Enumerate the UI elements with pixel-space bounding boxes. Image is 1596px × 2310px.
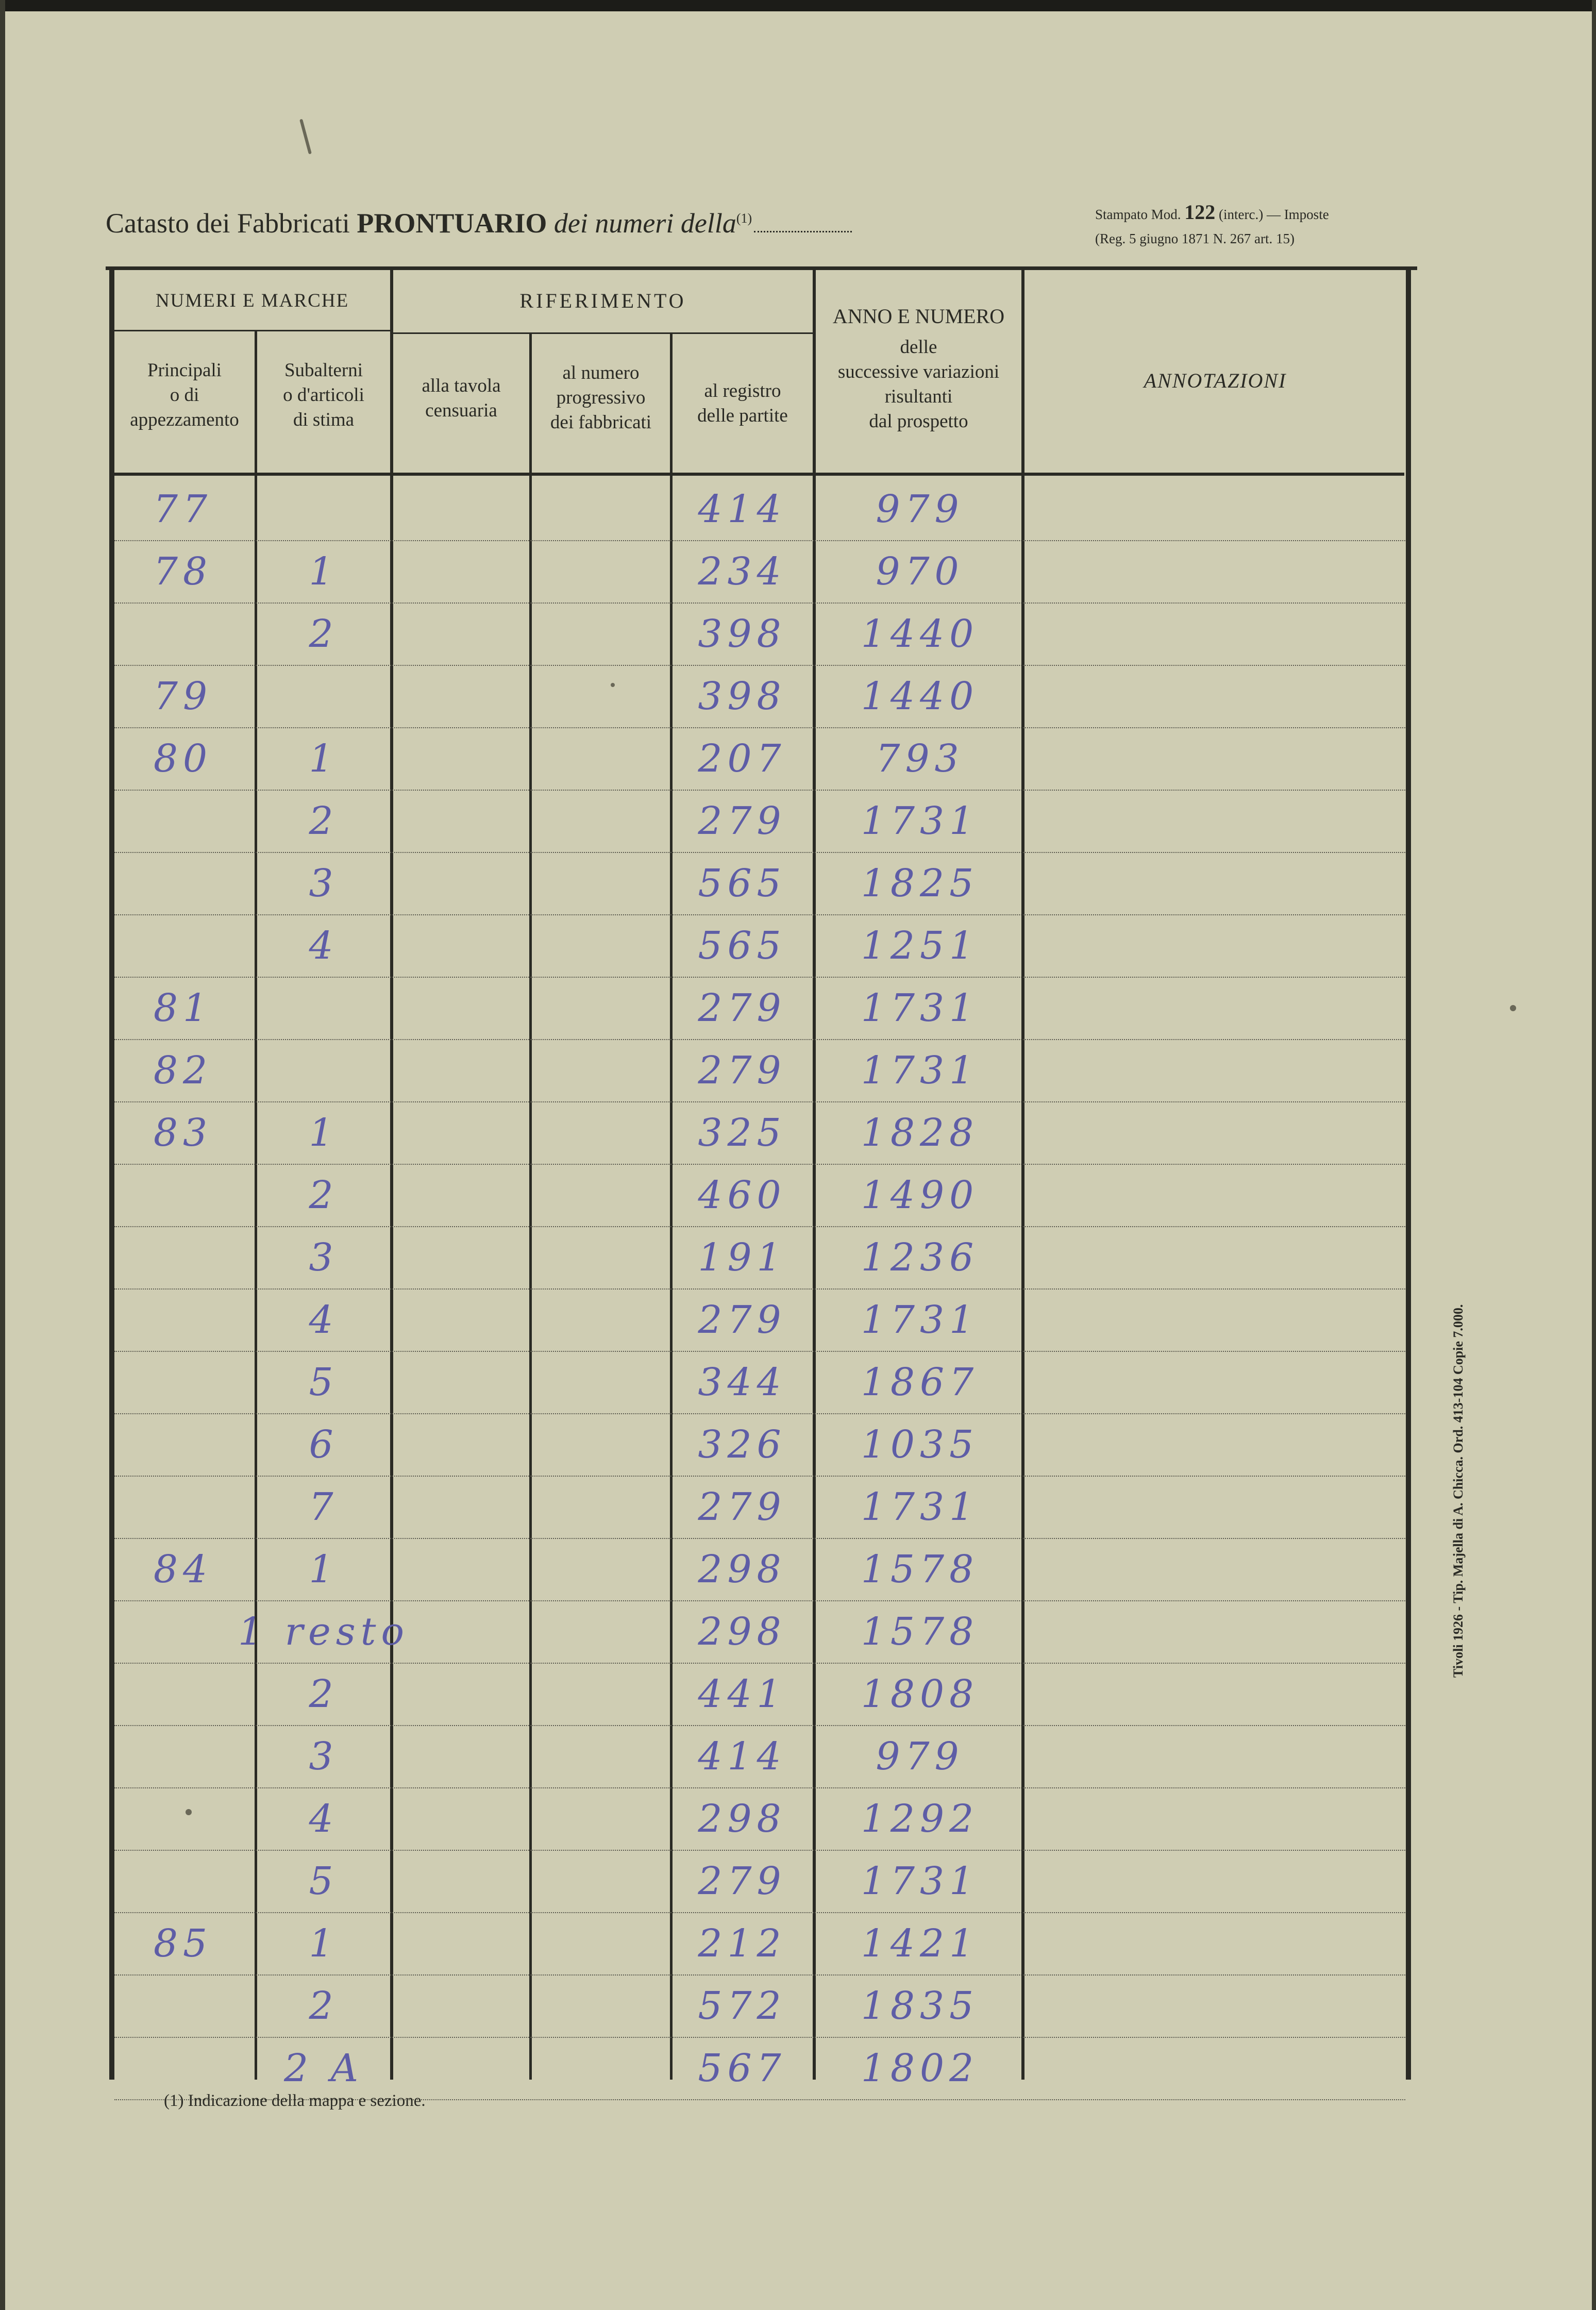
cell-anno: 979	[876, 1734, 964, 1779]
stamp-suffix: (interc.) — Imposte	[1219, 207, 1329, 222]
cell-registro: 279	[698, 1298, 786, 1342]
cell-principale: 78	[153, 549, 213, 594]
cell-subalterno: 1	[309, 1111, 339, 1155]
cell-registro: 279	[698, 799, 786, 843]
row-rule	[114, 1351, 1405, 1352]
row-rule	[114, 1663, 1405, 1664]
cell-anno: 1835	[861, 1984, 979, 2028]
group-riferimento: RIFERIMENTO	[519, 289, 686, 312]
cell-registro: 298	[698, 1797, 786, 1841]
col-registro-line: delle partite	[697, 405, 788, 426]
row-rule	[114, 540, 1405, 541]
scan-left-edge	[0, 0, 5, 2310]
col-anno	[816, 304, 1021, 434]
cell-registro: 344	[698, 1360, 786, 1404]
cell-anno: 1440	[861, 674, 979, 718]
table-header-bottom-border	[111, 473, 1404, 476]
group-numeri-marche: NUMERI E MARCHE	[155, 290, 349, 311]
row-rule	[114, 1850, 1405, 1851]
cell-principale: 80	[153, 736, 213, 781]
cell-registro: 441	[698, 1672, 786, 1716]
cell-subalterno: 5	[309, 1859, 339, 1903]
cell-anno: 1808	[861, 1672, 979, 1716]
cell-principale: 79	[153, 674, 213, 718]
row-rule	[114, 1974, 1405, 1976]
cell-anno: 1731	[861, 1859, 979, 1903]
col-principali-line: appezzamento	[130, 409, 239, 430]
cell-registro: 414	[698, 1734, 786, 1779]
col-progressivo-line: dei fabbricati	[550, 412, 652, 433]
row-rule	[114, 1101, 1405, 1102]
cell-subalterno: 2	[309, 1984, 339, 2028]
row-rule	[114, 1413, 1405, 1414]
cell-subalterno: 1	[309, 1547, 339, 1592]
cell-registro: 398	[698, 612, 786, 656]
row-rule	[114, 1288, 1405, 1290]
cell-registro: 567	[698, 2046, 786, 2090]
col-anno-line: successive variazioni	[837, 361, 1000, 382]
cell-registro: 460	[698, 1173, 786, 1217]
cell-registro: 191	[698, 1235, 786, 1280]
cell-registro: 279	[698, 986, 786, 1030]
cell-registro: 212	[698, 1921, 786, 1966]
col-divider-1	[255, 331, 257, 2080]
cell-principale: 81	[153, 986, 213, 1030]
cell-registro: 298	[698, 1547, 786, 1592]
row-rule	[114, 1476, 1405, 1477]
col-subalterni	[257, 358, 390, 432]
scan-right-edge	[1592, 0, 1596, 2310]
cell-anno: 1292	[861, 1797, 979, 1841]
cell-subalterno: 2	[309, 1672, 339, 1716]
col-progressivo-line: al numero	[562, 362, 640, 383]
cell-registro: 325	[698, 1111, 786, 1155]
cell-anno: 970	[876, 549, 964, 594]
col-progressivo	[532, 361, 670, 435]
paper-speck	[1510, 1005, 1516, 1011]
row-rule	[114, 1600, 1405, 1601]
row-rule	[114, 1725, 1405, 1726]
cell-anno: 1421	[861, 1921, 979, 1966]
paper-speck	[611, 683, 615, 687]
cell-anno: 1731	[861, 1485, 979, 1529]
cell-subalterno: 6	[309, 1422, 339, 1467]
group-numeri-underline	[114, 330, 393, 331]
cell-subalterno: 2	[309, 1173, 339, 1217]
cell-registro: 207	[698, 736, 786, 781]
row-rule	[114, 2037, 1405, 2038]
cell-anno: 793	[876, 736, 964, 781]
stamp-number: 122	[1184, 200, 1216, 224]
cell-subalterno: 1	[309, 1921, 339, 1966]
col-tavola-line: alla tavola	[422, 375, 501, 396]
col-divider-3	[529, 334, 532, 2080]
cell-subalterno: 1	[309, 549, 339, 594]
row-rule	[114, 977, 1405, 978]
row-rule	[114, 1787, 1405, 1788]
table-top-border	[106, 266, 1417, 270]
paper-speck	[186, 1809, 192, 1815]
cell-registro: 565	[698, 861, 786, 906]
cell-subalterno: 4	[309, 1298, 339, 1342]
row-rule	[114, 727, 1405, 728]
cell-anno: 1867	[861, 1360, 979, 1404]
table-left-border	[109, 268, 114, 2080]
col-anno-line: risultanti	[884, 386, 953, 407]
cell-registro: 234	[698, 549, 786, 594]
group-riferimento-underline	[393, 332, 813, 334]
col-tavola	[393, 374, 529, 423]
cell-registro: 298	[698, 1610, 786, 1654]
cell-subalterno: 1	[309, 736, 339, 781]
col-progressivo-line: progressivo	[556, 387, 646, 408]
col-principali	[114, 358, 255, 432]
col-subalterni-line: Subalterni	[284, 360, 363, 381]
cell-principale: 82	[153, 1048, 213, 1093]
col-annotazioni: ANNOTAZIONI	[1144, 369, 1287, 392]
col-subalterni-line: di stima	[293, 409, 355, 430]
col-principali-line: Principali	[147, 360, 222, 381]
cell-anno: 1578	[861, 1547, 979, 1592]
cell-registro: 572	[698, 1984, 786, 2028]
col-registro-line: al registro	[704, 380, 781, 401]
cell-anno: 1578	[861, 1610, 979, 1654]
regulation-ref: (Reg. 5 giugno 1871 N. 267 art. 15)	[1095, 231, 1295, 246]
cell-anno: 1251	[861, 924, 979, 968]
cell-registro: 326	[698, 1422, 786, 1467]
stamp-prefix: Stampato Mod.	[1095, 207, 1181, 222]
col-subalterni-line: o d'articoli	[283, 384, 364, 406]
cell-subalterno: 2	[309, 799, 339, 843]
cell-registro: 398	[698, 674, 786, 718]
cell-anno: 1440	[861, 612, 979, 656]
page-title	[106, 207, 852, 239]
cell-anno: 1035	[861, 1422, 979, 1467]
row-rule	[114, 1039, 1405, 1040]
scan-top-edge	[0, 0, 1596, 11]
cell-subalterno: 3	[309, 1235, 339, 1280]
cell-principale: 83	[153, 1111, 213, 1155]
col-tavola-line: censuaria	[425, 400, 497, 421]
cell-anno: 979	[876, 487, 964, 531]
footnote: (1) Indicazione della mappa e sezione.	[164, 2091, 426, 2110]
cell-anno: 1731	[861, 799, 979, 843]
row-rule	[114, 790, 1405, 791]
cell-anno: 1731	[861, 1048, 979, 1093]
title-footnote-ref: (1)	[736, 211, 752, 226]
row-rule	[114, 914, 1405, 915]
cell-anno: 1236	[861, 1235, 979, 1280]
cell-subalterno: 4	[309, 1797, 339, 1841]
form-stamp	[1095, 200, 1329, 224]
cell-anno: 1731	[861, 986, 979, 1030]
col-divider-4	[670, 334, 673, 2080]
cell-principale: 77	[153, 487, 213, 531]
title-italic: dei numeri della	[553, 208, 736, 239]
cell-registro: 279	[698, 1485, 786, 1529]
title-prefix: Catasto dei Fabbricati	[106, 208, 350, 239]
row-rule	[114, 1164, 1405, 1165]
paper-speck	[299, 119, 312, 154]
cell-anno: 1802	[861, 2046, 979, 2090]
row-rule	[114, 665, 1405, 666]
cell-subalterno: 5	[309, 1360, 339, 1404]
cell-subalterno: 7	[309, 1485, 339, 1529]
col-registro	[673, 379, 813, 428]
cell-subalterno: 1 resto	[238, 1610, 410, 1654]
col-anno-line: dal prospetto	[869, 411, 968, 432]
row-rule	[114, 1538, 1405, 1539]
row-rule	[114, 602, 1405, 604]
cell-registro: 279	[698, 1048, 786, 1093]
col-principali-line: o di	[170, 384, 199, 406]
col-anno-line: ANNO E NUMERO	[832, 305, 1005, 328]
title-bold: PRONTUARIO	[357, 208, 547, 239]
cell-registro: 279	[698, 1859, 786, 1903]
row-rule	[114, 1912, 1405, 1913]
printer-imprint: Tivoli 1926 - Tip. Majella di A. Chicca. Ord. 413-104 Copie 7.000.	[1451, 1304, 1466, 1678]
cell-subalterno: 2 A	[283, 2046, 364, 2090]
cell-anno: 1490	[861, 1173, 979, 1217]
title-fill-line	[754, 229, 852, 232]
col-anno-line: delle	[900, 337, 937, 358]
row-rule	[114, 852, 1405, 853]
cell-subalterno: 2	[309, 612, 339, 656]
cell-registro: 414	[698, 487, 786, 531]
cell-subalterno: 4	[309, 924, 339, 968]
cell-registro: 565	[698, 924, 786, 968]
cell-principale: 85	[153, 1921, 213, 1966]
cell-principale: 84	[153, 1547, 213, 1592]
cell-subalterno: 3	[309, 1734, 339, 1779]
cell-anno: 1825	[861, 861, 979, 906]
cell-anno: 1731	[861, 1298, 979, 1342]
table-right-border	[1406, 268, 1411, 2080]
cell-anno: 1828	[861, 1111, 979, 1155]
row-rule	[114, 1226, 1405, 1227]
cell-subalterno: 3	[309, 861, 339, 906]
